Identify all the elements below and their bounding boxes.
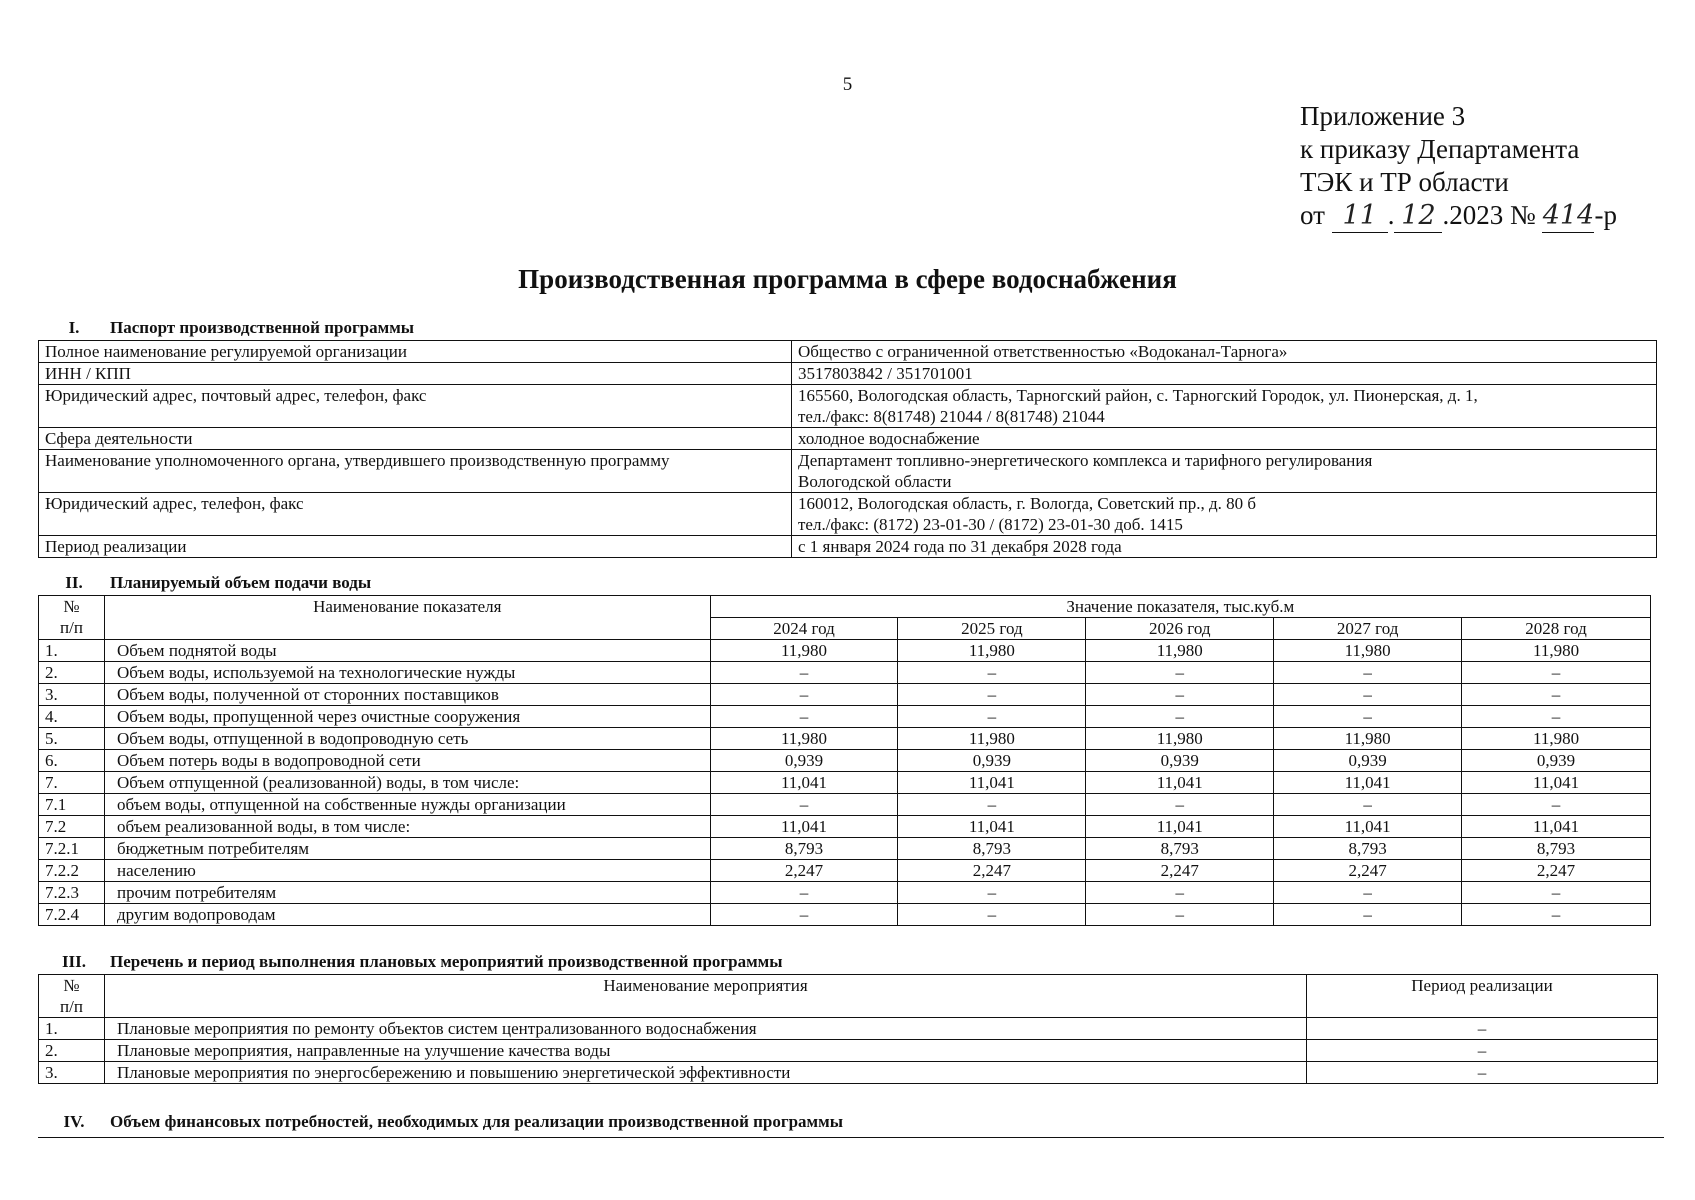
section-4-number: IV.: [63, 1112, 85, 1131]
section-3-number: III.: [61, 952, 87, 971]
appendix-line-3: ТЭК и ТР области: [1300, 167, 1509, 197]
table-header-row: [39, 975, 1658, 1018]
table-row: 1. Объем поднятой воды 11,980 11,980 11,980 11,980 11,980: [39, 640, 1651, 662]
table-header-row: [39, 596, 1651, 618]
passport-row: [39, 450, 1657, 493]
passport-value: холодное водоснабжение: [792, 428, 1657, 450]
col-header-measure: Наименование мероприятия: [105, 975, 1307, 1018]
col-header-period: Период реализации: [1307, 975, 1658, 1018]
passport-label: Наименование уполномоченного органа, утвердившего производственную программу: [39, 450, 792, 493]
table-row: 7. Объем отпущенной (реализованной) воды, в том числе: 11,041 11,041 11,041 11,041 11,041: [39, 772, 1651, 794]
passport-value: с 1 января 2024 года по 31 декабря 2028 года: [792, 536, 1657, 558]
passport-table: [38, 340, 1657, 558]
passport-label: Сфера деятельности: [39, 428, 792, 450]
passport-label: Юридический адрес, почтовый адрес, телефон, факс: [39, 385, 792, 428]
document-title: Производственная программа в сфере водоснабжения: [518, 264, 1177, 294]
col-header-number: № п/п: [39, 975, 105, 1018]
passport-value-line-2: тел./факс: 8(81748) 21044 / 8(81748) 21044: [798, 407, 1105, 426]
table-row: 7.2 объем реализованной воды, в том числе: 11,041 11,041 11,041 11,041 11,041: [39, 816, 1651, 838]
passport-value-line-2: тел./факс: (8172) 23-01-30 / (8172) 23-01-30 доб. 1415: [798, 515, 1183, 534]
order-year: .2023 №: [1442, 200, 1536, 230]
section-3-heading: [38, 952, 783, 972]
col-header-year: 2025 год: [898, 618, 1086, 640]
col-header-year: 2024 год: [710, 618, 898, 640]
appendix-line-1: Приложение 3: [1300, 101, 1466, 131]
section-2-title: Планируемый объем подачи воды: [110, 573, 372, 592]
section-4-underline: [38, 1137, 1664, 1138]
section-2-number: II.: [65, 573, 83, 592]
passport-value: Общество с ограниченной ответственностью «Водоканал-Тарнога»: [792, 341, 1657, 363]
table-row: 3. Объем воды, полученной от сторонних поставщиков – – – – –: [39, 684, 1651, 706]
section-4-heading: [38, 1112, 843, 1132]
passport-row: [39, 363, 1657, 385]
section-3-title: Перечень и период выполнения плановых мероприятий производственной программы: [110, 952, 783, 971]
col-header-year: 2027 год: [1274, 618, 1462, 640]
table-row: 5. Объем воды, отпущенной в водопроводную сеть 11,980 11,980 11,980 11,980 11,980: [39, 728, 1651, 750]
water-volume-table: [38, 595, 1651, 926]
section-1-number: I.: [68, 318, 80, 337]
appendix-line-4: от 11 . 12 .2023 № 414-р: [1300, 200, 1617, 231]
section-1-title: Паспорт производственной программы: [110, 318, 415, 337]
passport-value: Департамент топливно-энергетического комплекса и тарифного регулирования: [798, 451, 1373, 470]
passport-label: Полное наименование регулируемой организации: [39, 341, 792, 363]
table-row: 1. Плановые мероприятия по ремонту объектов систем централизованного водоснабжения –: [39, 1018, 1658, 1040]
table-row: 7.2.1 бюджетным потребителям 8,793 8,793 8,793 8,793 8,793: [39, 838, 1651, 860]
passport-label: ИНН / КПП: [39, 363, 792, 385]
table-row: 4. Объем воды, пропущенной через очистные сооружения – – – – –: [39, 706, 1651, 728]
table-row: 3. Плановые мероприятия по энергосбережению и повышению энергетической эффективности –: [39, 1062, 1658, 1084]
passport-row: [39, 493, 1657, 536]
table-row: 2. Плановые мероприятия, направленные на улучшение качества воды –: [39, 1040, 1658, 1062]
section-4-title: Объем финансовых потребностей, необходимых для реализации производственной программы: [110, 1112, 843, 1131]
passport-value-line-2: Вологодской области: [798, 472, 952, 491]
col-header-year: 2026 год: [1086, 618, 1274, 640]
passport-value: 160012, Вологодская область, г. Вологда, Советский пр., д. 80 б: [798, 494, 1257, 513]
table-row: 7.2.3 прочим потребителям – – – – –: [39, 882, 1651, 904]
passport-value: 3517803842 / 351701001: [792, 363, 1657, 385]
passport-label: Юридический адрес, телефон, факс: [39, 493, 792, 536]
measures-table: [38, 974, 1658, 1084]
order-date-prefix: от: [1300, 200, 1325, 230]
col-header-value: Значение показателя, тыс.куб.м: [710, 596, 1650, 618]
col-header-indicator: Наименование показателя: [104, 596, 710, 640]
col-header-number: № п/п: [39, 596, 105, 640]
passport-row: [39, 385, 1657, 428]
passport-row: [39, 341, 1657, 363]
order-number: 414: [1542, 200, 1595, 231]
section-2-heading: [38, 573, 371, 593]
table-row: 7.1 объем воды, отпущенной на собственные нужды организации – – – – –: [39, 794, 1651, 816]
passport-value: 165560, Вологодская область, Тарногский район, с. Тарногский Городок, ул. Пионерская, д. 1,: [798, 386, 1478, 405]
appendix-block: [1300, 100, 1617, 233]
passport-label: Период реализации: [39, 536, 792, 558]
section-1-heading: [38, 318, 414, 338]
table-row: 2. Объем воды, используемой на технологические нужды – – – – –: [39, 662, 1651, 684]
order-month: 12: [1394, 199, 1442, 233]
passport-row: [39, 536, 1657, 558]
page-number: 5: [842, 74, 853, 95]
col-header-year: 2028 год: [1462, 618, 1651, 640]
table-row: 7.2.2 населению 2,247 2,247 2,247 2,247 2,247: [39, 860, 1651, 882]
passport-row: [39, 428, 1657, 450]
table-row: 7.2.4 другим водопроводам – – – – –: [39, 904, 1651, 926]
order-day: 11: [1332, 199, 1388, 233]
order-suffix: -р: [1594, 200, 1617, 230]
appendix-line-2: к приказу Департамента: [1300, 134, 1580, 164]
table-row: 6. Объем потерь воды в водопроводной сети 0,939 0,939 0,939 0,939 0,939: [39, 750, 1651, 772]
